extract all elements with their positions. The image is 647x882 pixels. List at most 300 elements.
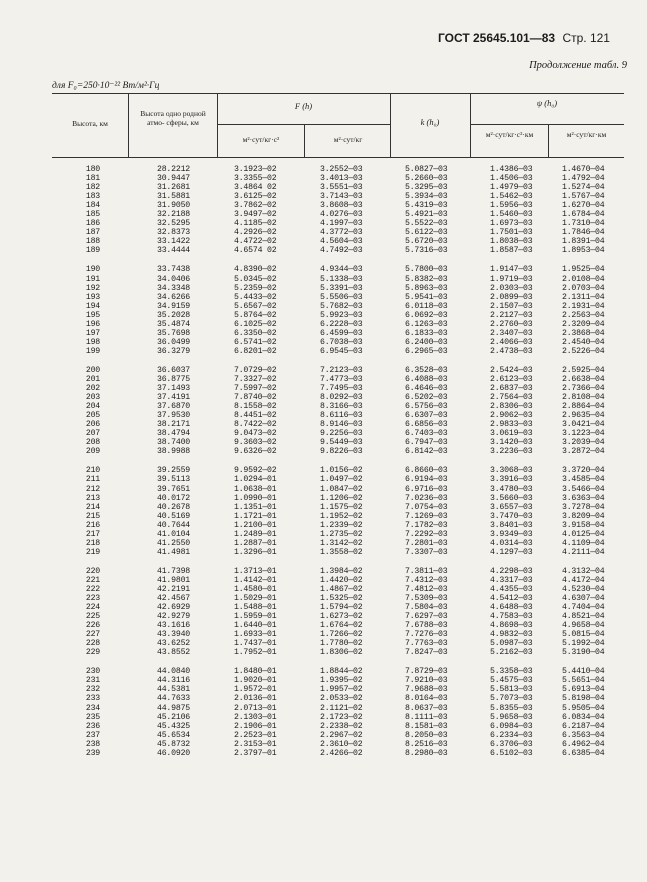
altitude-cell: 191 bbox=[85, 274, 100, 284]
f-value-cell: 4.3772—03 bbox=[320, 228, 363, 238]
psi-value-cell: 2.4738—03 bbox=[490, 346, 533, 356]
psi-value-cell: 1.8587—03 bbox=[490, 246, 533, 256]
altitude-cell: 239 bbox=[85, 748, 100, 758]
table-row bbox=[52, 740, 624, 749]
k-value-cell: 5.6122—03 bbox=[405, 228, 448, 238]
k-value-cell: 6.8660—03 bbox=[405, 466, 448, 476]
psi-value-cell: 6.2187—04 bbox=[562, 721, 605, 731]
altitude-cell: 222 bbox=[85, 584, 100, 594]
density-height-cell: 42.6929 bbox=[157, 603, 190, 613]
f-value-cell: 1.4420—02 bbox=[320, 575, 363, 585]
table-row bbox=[52, 284, 624, 293]
density-height-cell: 33.7438 bbox=[157, 265, 190, 275]
density-height-cell: 45.8732 bbox=[157, 739, 190, 749]
psi-value-cell: 2.8306—03 bbox=[490, 402, 533, 412]
k-value-cell: 5.7316—03 bbox=[405, 246, 448, 256]
psi-value-cell: 4.5412—03 bbox=[490, 594, 533, 604]
f-value-cell: 6.7038—03 bbox=[320, 337, 363, 347]
f-value-cell: 9.5449—03 bbox=[320, 438, 363, 448]
density-height-cell: 42.2191 bbox=[157, 584, 190, 594]
psi-value-cell: 3.3916—03 bbox=[490, 475, 533, 485]
altitude-cell: 213 bbox=[85, 493, 100, 503]
table-row bbox=[52, 630, 624, 639]
psi-value-cell: 2.8864—04 bbox=[562, 402, 605, 412]
k-value-cell: 8.2516—03 bbox=[405, 739, 448, 749]
f-value-cell: 6.2228—03 bbox=[320, 319, 363, 329]
f-value-cell: 5.6567—02 bbox=[234, 301, 277, 311]
altitude-cell: 198 bbox=[85, 337, 100, 347]
f-value-cell: 7.2123—03 bbox=[320, 365, 363, 375]
density-height-cell: 43.8552 bbox=[157, 648, 190, 658]
f-value-cell: 3.7862—02 bbox=[234, 201, 277, 211]
col-k: k (h₀) bbox=[420, 117, 440, 127]
f-value-cell: 7.0729—02 bbox=[234, 365, 277, 375]
f-value-cell: 1.5325—02 bbox=[320, 594, 363, 604]
f-value-cell: 1.0156—02 bbox=[320, 466, 363, 476]
density-height-cell: 36.8775 bbox=[157, 374, 190, 384]
table-row bbox=[52, 621, 624, 630]
table-row bbox=[52, 338, 624, 347]
psi-value-cell: 2.3209—04 bbox=[562, 319, 605, 329]
altitude-cell: 238 bbox=[85, 739, 100, 749]
psi-value-cell: 1.5274—04 bbox=[562, 183, 605, 193]
density-height-cell: 35.2028 bbox=[157, 310, 190, 320]
density-height-cell: 34.6266 bbox=[157, 292, 190, 302]
k-value-cell: 5.3295—03 bbox=[405, 183, 448, 193]
density-height-cell: 35.7698 bbox=[157, 328, 190, 338]
k-value-cell: 7.6297—03 bbox=[405, 612, 448, 622]
psi-value-cell: 2.6638—04 bbox=[562, 374, 605, 384]
table-row bbox=[52, 694, 624, 703]
table-row bbox=[52, 192, 624, 201]
f-value-cell: 2.2523—01 bbox=[234, 730, 277, 740]
altitude-cell: 205 bbox=[85, 411, 100, 421]
table-continuation-note: Продолжение табл. 9 bbox=[529, 60, 627, 71]
altitude-cell: 207 bbox=[85, 429, 100, 439]
k-value-cell: 6.6307—03 bbox=[405, 411, 448, 421]
psi-value-cell: 5.4410—04 bbox=[562, 667, 605, 677]
table-row bbox=[52, 429, 624, 438]
f-value-cell: 5.0345—02 bbox=[234, 274, 277, 284]
k-value-cell: 7.2292—03 bbox=[405, 529, 448, 539]
density-height-cell: 37.4191 bbox=[157, 393, 190, 403]
f-value-cell: 1.4142—01 bbox=[234, 575, 277, 585]
f-value-cell: 3.4864 02 bbox=[234, 183, 277, 193]
altitude-cell: 180 bbox=[85, 165, 100, 174]
table-row bbox=[52, 594, 624, 603]
altitude-cell: 182 bbox=[85, 183, 100, 193]
f-value-cell: 6.1025—02 bbox=[234, 319, 277, 329]
density-height-cell: 40.0172 bbox=[157, 493, 190, 503]
f-value-cell: 3.3355—02 bbox=[234, 174, 277, 184]
f-value-cell: 1.3713—01 bbox=[234, 566, 277, 576]
f-value-cell: 2.1303—01 bbox=[234, 712, 277, 722]
psi-value-cell: 2.2127—03 bbox=[490, 310, 533, 320]
k-value-cell: 7.2801—03 bbox=[405, 538, 448, 548]
f-value-cell: 2.3797—01 bbox=[234, 748, 277, 758]
altitude-cell: 201 bbox=[85, 374, 100, 384]
f-value-cell: 1.5488—01 bbox=[234, 603, 277, 613]
density-height-cell: 42.4567 bbox=[157, 594, 190, 604]
col-f: F (h) bbox=[294, 101, 313, 111]
psi-value-cell: 5.8198—04 bbox=[562, 694, 605, 704]
psi-value-cell: 3.1420—03 bbox=[490, 438, 533, 448]
altitude-cell: 209 bbox=[85, 447, 100, 457]
psi-value-cell: 2.6837—03 bbox=[490, 384, 533, 394]
table-row bbox=[52, 311, 624, 320]
f-value-cell: 6.8201—02 bbox=[234, 346, 277, 356]
psi-value-cell: 2.2760—03 bbox=[490, 319, 533, 329]
psi-value-cell: 4.7583—03 bbox=[490, 612, 533, 622]
altitude-cell: 208 bbox=[85, 438, 100, 448]
psi-value-cell: 1.4386—03 bbox=[490, 165, 533, 174]
psi-value-cell: 4.0314—03 bbox=[490, 538, 533, 548]
k-value-cell: 6.9194—03 bbox=[405, 475, 448, 485]
table-row-group bbox=[52, 366, 624, 456]
f-value-cell: 4.5604—03 bbox=[320, 237, 363, 247]
psi-value-cell: 4.4355—03 bbox=[490, 584, 533, 594]
f-value-cell: 1.3296—01 bbox=[234, 547, 277, 557]
psi-value-cell: 2.8108—04 bbox=[562, 393, 605, 403]
psi-value-cell: 5.1992—04 bbox=[562, 639, 605, 649]
altitude-cell: 199 bbox=[85, 346, 100, 356]
psi-value-cell: 4.4172—04 bbox=[562, 575, 605, 585]
col-psi-unit2: м²·сут/кг·км bbox=[566, 130, 607, 139]
table-row bbox=[52, 475, 624, 484]
altitude-cell: 218 bbox=[85, 538, 100, 548]
psi-value-cell: 1.9719—03 bbox=[490, 274, 533, 284]
psi-value-cell: 1.4792—04 bbox=[562, 174, 605, 184]
f-value-cell: 1.3142—02 bbox=[320, 538, 363, 548]
table-row bbox=[52, 329, 624, 338]
f-value-cell: 1.0294—01 bbox=[234, 475, 277, 485]
psi-value-cell: 1.7501—03 bbox=[490, 228, 533, 238]
f-value-cell: 1.1952—02 bbox=[320, 511, 363, 521]
psi-value-cell: 4.0125—04 bbox=[562, 529, 605, 539]
psi-value-cell: 5.3190—04 bbox=[562, 648, 605, 658]
altitude-cell: 192 bbox=[85, 283, 100, 293]
density-height-cell: 41.4981 bbox=[157, 547, 190, 557]
f-value-cell: 1.6933—01 bbox=[234, 630, 277, 640]
k-value-cell: 6.7403—03 bbox=[405, 429, 448, 439]
altitude-cell: 227 bbox=[85, 630, 100, 640]
table-row bbox=[52, 375, 624, 384]
altitude-cell: 186 bbox=[85, 219, 100, 229]
f-value-cell: 9.0473—02 bbox=[234, 429, 277, 439]
psi-value-cell: 1.7310—04 bbox=[562, 219, 605, 229]
table-row bbox=[52, 713, 624, 722]
psi-value-cell: 3.5466—04 bbox=[562, 484, 605, 494]
table-row bbox=[52, 503, 624, 512]
f-value-cell: 2.3153—01 bbox=[234, 739, 277, 749]
f-value-cell: 1.3984—02 bbox=[320, 566, 363, 576]
altitude-cell: 202 bbox=[85, 384, 100, 394]
psi-value-cell: 6.2334—03 bbox=[490, 730, 533, 740]
density-height-cell: 32.5295 bbox=[157, 219, 190, 229]
k-value-cell: 6.1833—03 bbox=[405, 328, 448, 338]
psi-value-cell: 1.7846—04 bbox=[562, 228, 605, 238]
psi-value-cell: 1.5956—03 bbox=[490, 201, 533, 211]
table-row-group bbox=[52, 265, 624, 355]
density-height-cell: 32.2188 bbox=[157, 210, 190, 220]
density-height-cell: 41.7398 bbox=[157, 566, 190, 576]
table-row bbox=[52, 603, 624, 612]
f-value-cell: 5.9923—03 bbox=[320, 310, 363, 320]
density-height-cell: 42.9279 bbox=[157, 612, 190, 622]
psi-value-cell: 2.1311—04 bbox=[562, 292, 605, 302]
f-value-cell: 4.6574 02 bbox=[234, 246, 277, 256]
psi-value-cell: 3.8401—03 bbox=[490, 520, 533, 530]
k-value-cell: 6.9716—03 bbox=[405, 484, 448, 494]
psi-value-cell: 1.8391—04 bbox=[562, 237, 605, 247]
density-height-cell: 40.5169 bbox=[157, 511, 190, 521]
f-value-cell: 8.6116—03 bbox=[320, 411, 363, 421]
psi-value-cell: 3.3720—04 bbox=[562, 466, 605, 476]
k-value-cell: 6.4646—03 bbox=[405, 384, 448, 394]
altitude-cell: 217 bbox=[85, 529, 100, 539]
f-value-cell: 4.0276—03 bbox=[320, 210, 363, 220]
psi-value-cell: 2.2563—04 bbox=[562, 310, 605, 320]
table-row bbox=[52, 393, 624, 402]
f-value-cell: 8.4451—02 bbox=[234, 411, 277, 421]
psi-value-cell: 3.5660—03 bbox=[490, 493, 533, 503]
f-value-cell: 3.4013—03 bbox=[320, 174, 363, 184]
f-value-cell: 4.4722—02 bbox=[234, 237, 277, 247]
density-height-cell: 32.8373 bbox=[157, 228, 190, 238]
f-value-cell: 1.2339—02 bbox=[320, 520, 363, 530]
psi-value-cell: 3.4585—04 bbox=[562, 475, 605, 485]
table-row bbox=[52, 411, 624, 420]
density-height-cell: 33.4444 bbox=[157, 246, 190, 256]
altitude-cell: 212 bbox=[85, 484, 100, 494]
f-value-cell: 5.2359—02 bbox=[234, 283, 277, 293]
density-height-cell: 30.9447 bbox=[157, 174, 190, 184]
density-height-cell: 38.4794 bbox=[157, 429, 190, 439]
psi-value-cell: 5.0815—04 bbox=[562, 630, 605, 640]
k-value-cell: 6.5756—03 bbox=[405, 402, 448, 412]
density-height-cell: 43.6252 bbox=[157, 639, 190, 649]
f-value-cell: 9.9592—02 bbox=[234, 466, 277, 476]
f-value-cell: 4.1185—02 bbox=[234, 219, 277, 229]
psi-value-cell: 4.7404—04 bbox=[562, 603, 605, 613]
altitude-cell: 224 bbox=[85, 603, 100, 613]
table-row bbox=[52, 466, 624, 475]
psi-value-cell: 6.5102—03 bbox=[490, 748, 533, 758]
altitude-cell: 225 bbox=[85, 612, 100, 622]
psi-value-cell: 1.4506—03 bbox=[490, 174, 533, 184]
table-row bbox=[52, 228, 624, 237]
psi-value-cell: 3.9158—04 bbox=[562, 520, 605, 530]
k-value-cell: 8.0637—03 bbox=[405, 703, 448, 713]
psi-value-cell: 6.4962—04 bbox=[562, 739, 605, 749]
psi-value-cell: 1.9147—03 bbox=[490, 265, 533, 275]
psi-value-cell: 3.0619—03 bbox=[490, 429, 533, 439]
table-row bbox=[52, 210, 624, 219]
psi-value-cell: 1.6270—04 bbox=[562, 201, 605, 211]
density-height-cell: 34.3348 bbox=[157, 283, 190, 293]
table-row bbox=[52, 494, 624, 503]
table-row bbox=[52, 685, 624, 694]
table-row-group bbox=[52, 567, 624, 657]
table-row bbox=[52, 585, 624, 594]
density-height-cell: 31.5881 bbox=[157, 192, 190, 202]
psi-value-cell: 2.6123—03 bbox=[490, 374, 533, 384]
psi-value-cell: 3.7470—03 bbox=[490, 511, 533, 521]
table-row bbox=[52, 539, 624, 548]
f-value-cell: 2.3610—02 bbox=[320, 739, 363, 749]
altitude-cell: 229 bbox=[85, 648, 100, 658]
density-height-cell: 31.2681 bbox=[157, 183, 190, 193]
psi-value-cell: 5.9658—03 bbox=[490, 712, 533, 722]
col-density-height: Высота одно родной атмо- сферы, км bbox=[140, 109, 206, 127]
table-body bbox=[52, 165, 624, 768]
psi-value-cell: 5.4575—03 bbox=[490, 676, 533, 686]
density-height-cell: 36.0499 bbox=[157, 337, 190, 347]
col-psi: ψ (h₀) bbox=[536, 98, 558, 108]
f-value-cell: 3.8608—03 bbox=[320, 201, 363, 211]
f-value-cell: 8.0292—03 bbox=[320, 393, 363, 403]
table-row bbox=[52, 246, 624, 255]
f-value-cell: 4.1997—03 bbox=[320, 219, 363, 229]
psi-value-cell: 1.5767—04 bbox=[562, 192, 605, 202]
k-value-cell: 5.7800—03 bbox=[405, 265, 448, 275]
table-row bbox=[52, 612, 624, 621]
k-value-cell: 6.6856—03 bbox=[405, 420, 448, 430]
table-row bbox=[52, 749, 624, 758]
k-value-cell: 7.3811—03 bbox=[405, 566, 448, 576]
altitude-cell: 226 bbox=[85, 621, 100, 631]
f-value-cell: 8.3166—03 bbox=[320, 402, 363, 412]
table-row bbox=[52, 293, 624, 302]
density-height-cell: 45.2106 bbox=[157, 712, 190, 722]
table-row bbox=[52, 384, 624, 393]
density-height-cell: 37.1493 bbox=[157, 384, 190, 394]
f-value-cell: 1.2735—02 bbox=[320, 529, 363, 539]
f-value-cell: 4.2926—02 bbox=[234, 228, 277, 238]
psi-value-cell: 4.6307—04 bbox=[562, 594, 605, 604]
f-value-cell: 5.1338—03 bbox=[320, 274, 363, 284]
altitude-cell: 233 bbox=[85, 694, 100, 704]
k-value-cell: 7.3307—03 bbox=[405, 547, 448, 557]
k-value-cell: 8.2050—03 bbox=[405, 730, 448, 740]
psi-value-cell: 2.0899—03 bbox=[490, 292, 533, 302]
density-height-cell: 38.2171 bbox=[157, 420, 190, 430]
psi-value-cell: 2.3407—03 bbox=[490, 328, 533, 338]
f-value-cell: 1.1721—01 bbox=[234, 511, 277, 521]
density-height-cell: 34.9159 bbox=[157, 301, 190, 311]
altitude-cell: 221 bbox=[85, 575, 100, 585]
table-row bbox=[52, 530, 624, 539]
psi-value-cell: 2.1507—03 bbox=[490, 301, 533, 311]
k-value-cell: 6.2965—03 bbox=[405, 346, 448, 356]
psi-value-cell: 3.0421—04 bbox=[562, 420, 605, 430]
altitude-cell: 185 bbox=[85, 210, 100, 220]
altitude-cell: 219 bbox=[85, 547, 100, 557]
k-value-cell: 5.3934—03 bbox=[405, 192, 448, 202]
psi-value-cell: 3.6557—03 bbox=[490, 502, 533, 512]
altitude-cell: 206 bbox=[85, 420, 100, 430]
density-height-cell: 44.7633 bbox=[157, 694, 190, 704]
psi-value-cell: 3.7278—04 bbox=[562, 502, 605, 512]
f-value-cell: 1.3558—02 bbox=[320, 547, 363, 557]
density-height-cell: 39.7651 bbox=[157, 484, 190, 494]
k-value-cell: 5.0827—03 bbox=[405, 165, 448, 174]
k-value-cell: 7.9210—03 bbox=[405, 676, 448, 686]
table-top-rule bbox=[52, 93, 624, 94]
altitude-cell: 203 bbox=[85, 393, 100, 403]
psi-value-cell: 2.4066—03 bbox=[490, 337, 533, 347]
density-height-cell: 38.7400 bbox=[157, 438, 190, 448]
altitude-cell: 181 bbox=[85, 174, 100, 184]
f-value-cell: 9.8226—03 bbox=[320, 447, 363, 457]
density-height-cell: 40.2678 bbox=[157, 502, 190, 512]
psi-value-cell: 1.6784—04 bbox=[562, 210, 605, 220]
table-row bbox=[52, 183, 624, 192]
f-value-cell: 7.5997—02 bbox=[234, 384, 277, 394]
density-height-cell: 41.0104 bbox=[157, 529, 190, 539]
k-value-cell: 7.5804—03 bbox=[405, 603, 448, 613]
k-value-cell: 6.8142—03 bbox=[405, 447, 448, 457]
f-value-cell: 1.8306—02 bbox=[320, 648, 363, 658]
altitude-cell: 210 bbox=[85, 466, 100, 476]
altitude-cell: 200 bbox=[85, 365, 100, 375]
k-value-cell: 5.9541—03 bbox=[405, 292, 448, 302]
f-value-cell: 1.7780—02 bbox=[320, 639, 363, 649]
table-row bbox=[52, 174, 624, 183]
k-value-cell: 7.7763—03 bbox=[405, 639, 448, 649]
f-value-cell: 1.7437—01 bbox=[234, 639, 277, 649]
altitude-cell: 196 bbox=[85, 319, 100, 329]
psi-value-cell: 2.7366—04 bbox=[562, 384, 605, 394]
col-f-unit1: м²·сут/кг·с² bbox=[242, 135, 280, 144]
k-value-cell: 6.1263—03 bbox=[405, 319, 448, 329]
table-row bbox=[52, 347, 624, 356]
psi-value-cell: 2.5226—04 bbox=[562, 346, 605, 356]
table-row bbox=[52, 676, 624, 685]
psi-value-cell: 1.9525—04 bbox=[562, 265, 605, 275]
f-value-cell: 1.0497—02 bbox=[320, 475, 363, 485]
col-f-unit2: м²·сут/кг bbox=[333, 135, 363, 144]
altitude-cell: 194 bbox=[85, 301, 100, 311]
column-divider bbox=[548, 124, 549, 157]
f-value-cell: 1.1575—02 bbox=[320, 502, 363, 512]
psi-value-cell: 3.3068—03 bbox=[490, 466, 533, 476]
psi-value-cell: 1.4979—03 bbox=[490, 183, 533, 193]
psi-value-cell: 1.6973—03 bbox=[490, 219, 533, 229]
table-row bbox=[52, 548, 624, 557]
psi-value-cell: 2.9635—04 bbox=[562, 411, 605, 421]
standard-number: ГОСТ 25645.101—83 bbox=[438, 31, 556, 45]
psi-value-cell: 1.8038—03 bbox=[490, 237, 533, 247]
altitude-cell: 236 bbox=[85, 721, 100, 731]
f-value-cell: 4.7492—03 bbox=[320, 246, 363, 256]
table-row bbox=[52, 302, 624, 311]
f-value-cell: 1.2887—01 bbox=[234, 538, 277, 548]
altitude-cell: 187 bbox=[85, 228, 100, 238]
col-altitude: Высота, км bbox=[72, 119, 108, 128]
altitude-cell: 183 bbox=[85, 192, 100, 202]
psi-value-cell: 2.9062—03 bbox=[490, 411, 533, 421]
k-value-cell: 5.8963—03 bbox=[405, 283, 448, 293]
f-value-cell: 3.9497—02 bbox=[234, 210, 277, 220]
psi-value-cell: 5.2162—03 bbox=[490, 648, 533, 658]
table-row-group bbox=[52, 466, 624, 556]
f-value-cell: 7.3327—02 bbox=[234, 374, 277, 384]
altitude-cell: 197 bbox=[85, 328, 100, 338]
f-value-cell: 1.6273—02 bbox=[320, 612, 363, 622]
k-value-cell: 7.7276—03 bbox=[405, 630, 448, 640]
table-row bbox=[52, 219, 624, 228]
